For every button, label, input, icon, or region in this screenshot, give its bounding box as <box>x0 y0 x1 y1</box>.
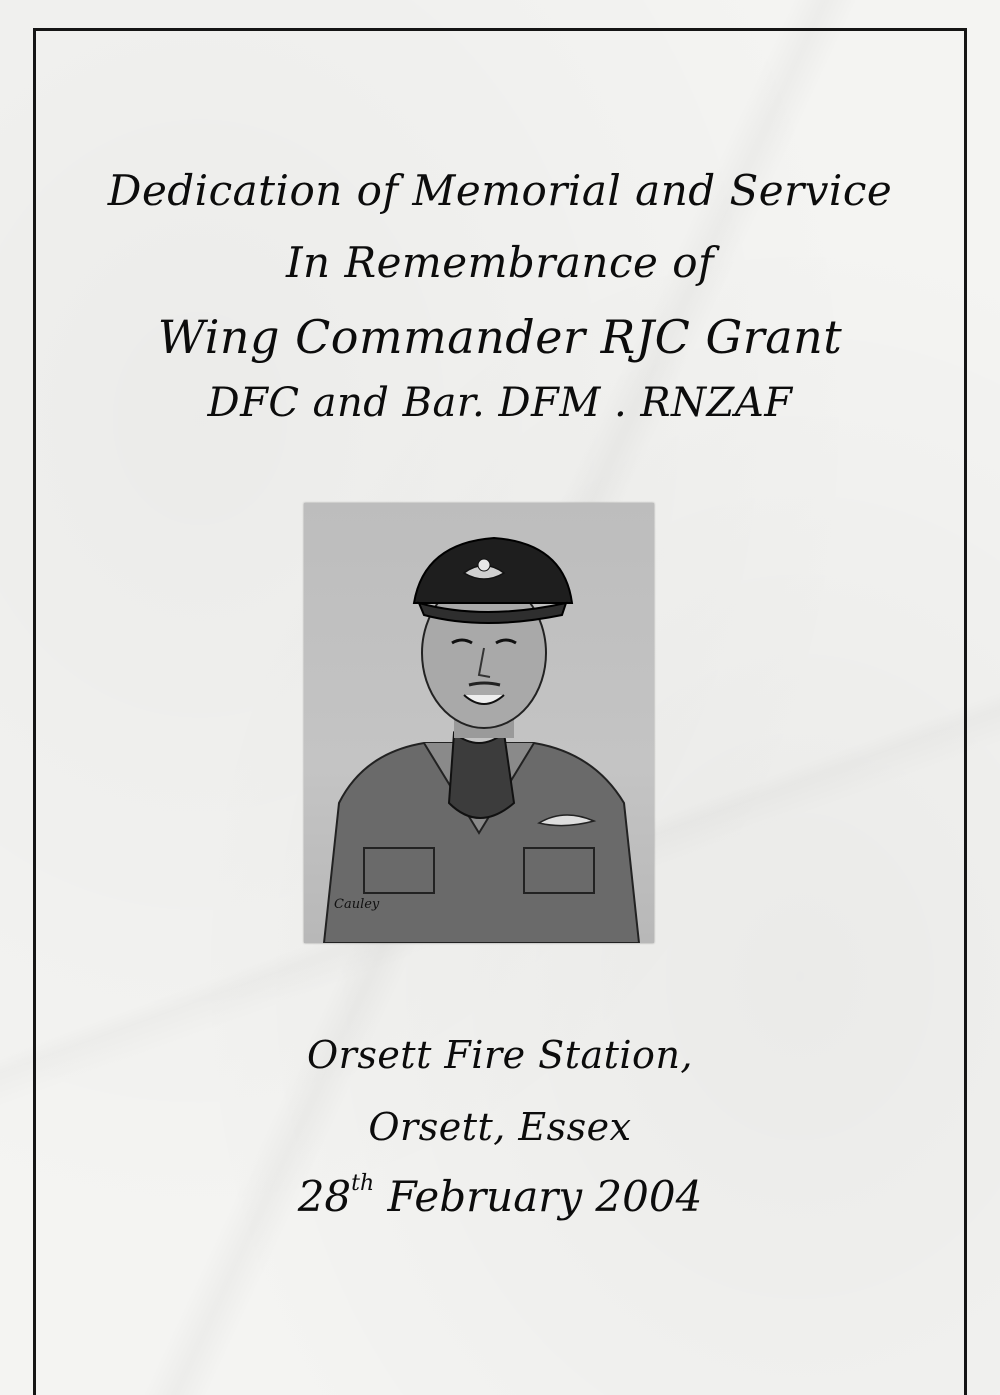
artist-signature: Cauley <box>334 897 380 912</box>
portrait-sketch <box>304 503 654 943</box>
service-date <box>60 1172 940 1221</box>
title-remembrance: In Remembrance of <box>285 238 715 287</box>
venue-town: Orsett, Essex <box>368 1105 632 1149</box>
date-day: 28 <box>297 1172 352 1221</box>
portrait-drawing <box>304 503 654 943</box>
venue-station: Orsett Fire Station, <box>307 1033 693 1077</box>
title-name: Wing Commander RJC Grant <box>157 310 843 364</box>
date-month-year: February 2004 <box>387 1172 703 1221</box>
date-suffix: th <box>351 1171 375 1196</box>
title-honours: DFC and Bar. DFM . RNZAF <box>207 380 793 426</box>
title-dedication: Dedication of Memorial and Service <box>107 166 893 215</box>
